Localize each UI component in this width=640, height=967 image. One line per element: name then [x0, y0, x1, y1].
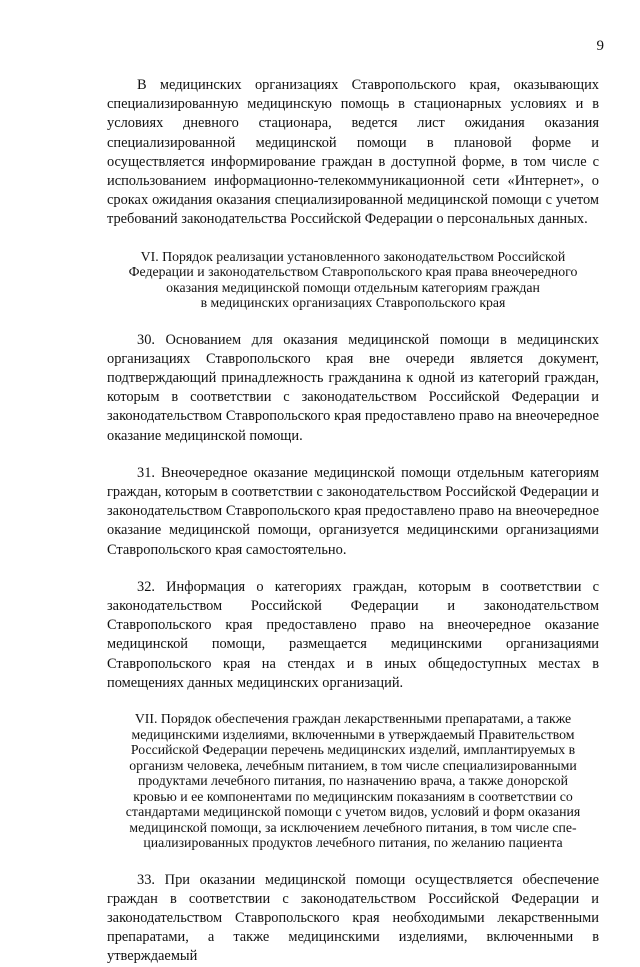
section-heading-vii	[107, 711, 599, 851]
heading-line: продуктами лечебного питания, по назначению врача, а также донорской	[137, 773, 569, 789]
heading-line: оказания медицинской помощи отдельным категориям граждан	[166, 279, 540, 295]
paragraph-31: 31. Внеочередное оказание медицинской помощи отдельным категориям граждан, которым в соответствии с законодательством Российской Федерации и законодательством Ставропольского края предоставлено право на внеочередное оказание медицинской помощи, организуется медицинскими организациями Ставропольского края самостоятельно.	[107, 464, 599, 558]
heading-line: Российской Федерации перечень медицинских изделий, имплантируемых в	[130, 742, 576, 758]
page-number: 9	[596, 38, 604, 54]
paragraph-32: 32. Информация о категориях граждан, которым в соответствии с законодательством Российской Федерации и законодательством Ставропольского края предоставлено право на внеочередное оказание медицинской помощи, размещается медицинскими организациями Ставропольского края на стендах и в иных общедоступных местах в помещениях данных медицинских организаций.	[107, 578, 599, 691]
heading-line: в медицинских организациях Ставропольского края	[200, 295, 506, 311]
heading-line: Федерации и законодательством Ставропольского края права внеочередного	[128, 264, 578, 280]
paragraph-waiting-list: В медицинских организациях Ставропольского края, оказывающих специализированную медицинскую помощь в стационарных условиях и в условиях дневного стационара, ведется лист ожидания оказания специализированной медицинской помощи в плановой форме и осуществляется информирование граждан в доступной форме, в том числе с использованием информационно-телекоммуникационной сети «Интернет», о сроках ожидания оказания специализированной медицинской помощи с учетом требований законодательства Российской Федерации о персональных данных.	[107, 77, 599, 228]
heading-line: организм человека, лечебным питанием, в том числе специализированными	[129, 757, 577, 773]
heading-line: VII. Порядок обеспечения граждан лекарственными препаратами, а также	[134, 711, 572, 727]
section-heading-vi	[107, 249, 599, 311]
heading-line: циализированных продуктов лечебного питания, по желанию пациента	[143, 835, 563, 851]
paragraph-33: 33. При оказании медицинской помощи осуществляется обеспечение граждан в соответствии с законодательством Российской Федерации и законодательством Ставропольского края необходимыми лекарственными препаратами, а также медицинскими изделиями, включенными в утверждаемый	[107, 871, 599, 965]
heading-line: стандартами медицинской помощи с учетом видов, условий и форм оказания	[125, 804, 581, 820]
heading-line: VI. Порядок реализации установленного законодательством Российской	[140, 248, 566, 264]
document-body	[107, 76, 599, 967]
heading-line: медицинскими изделиями, включенными в утверждаемый Правительством	[131, 726, 575, 742]
heading-line: кровью и ее компонентами по медицинским показаниям в соответствии со	[133, 788, 573, 804]
paragraph-30: 30. Основанием для оказания медицинской помощи в медицинских организациях Ставропольского края вне очереди является документ, подтверждающий принадлежность гражданина к одной из категорий граждан, которым в соответствии с законодательством Российской Федерации и законодательством Ставропольского края предоставлено право на внеочередное оказание медицинской помощи.	[107, 331, 599, 444]
heading-line: медицинской помощи, за исключением лечебного питания, в том числе спе-	[129, 819, 577, 835]
